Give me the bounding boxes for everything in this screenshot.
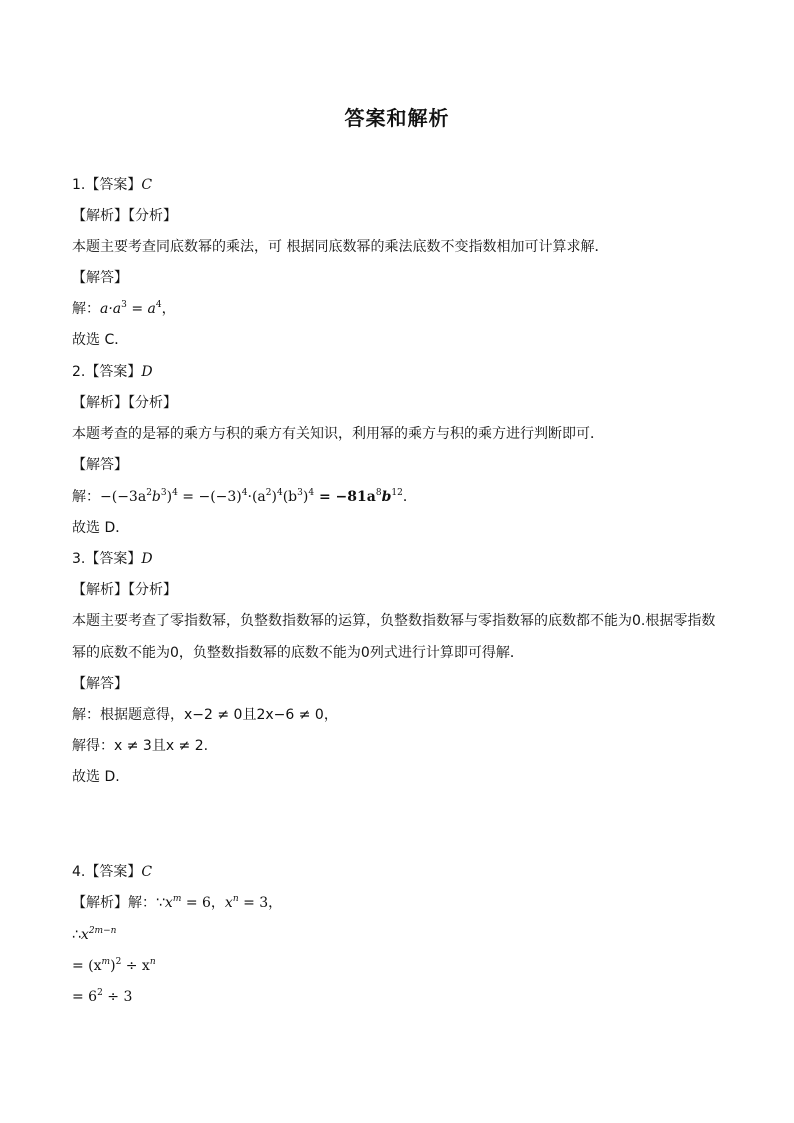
q1-analysis-text: 本题主要考查同底数幂的乘法，可 根据同底数幂的乘法底数不变指数相加可计算求解． — [72, 239, 609, 255]
answer-value: D — [141, 364, 153, 380]
answer-value: C — [141, 864, 153, 880]
q3-analysis-label: 【解析】【分析】 — [72, 582, 177, 598]
answer-label: 4.【答案】 — [72, 864, 142, 880]
q1-conclusion: 故选 C． — [72, 332, 129, 348]
q3-analysis-text-1: 本题主要考查了零指数幂，负整数指数幂的运算，负整数指数幂与零指数幂的底数都不能为0.根据零指数 — [72, 613, 716, 629]
q4-answer — [72, 862, 152, 882]
q2-analysis-label: 【解析】【分析】 — [72, 395, 177, 411]
q4-analysis: 【解析】解：$\because x^m = 6$，$x^n = 3$， — [72, 894, 283, 911]
q4-step-2: = $6^2 \div 3$ — [72, 988, 133, 1005]
q1-solution-label: 【解答】 — [72, 270, 128, 286]
answer-value: C — [141, 177, 153, 193]
answer-value: D — [141, 551, 153, 567]
q1-solution: 解：$a\cdot a^3 = a^4$， — [72, 300, 176, 317]
q2-analysis-text: 本题考查的是幂的乘方与积的乘方有关知识，利用幂的乘方与积的乘方进行判断即可． — [72, 426, 604, 442]
q2-conclusion: 故选 D． — [72, 520, 130, 536]
q1-analysis-label: 【解析】【分析】 — [72, 208, 177, 224]
q3-answer — [72, 549, 153, 569]
q3-solution-line-1: 解：根据题意得，x−2 ≠ 0且2x−6 ≠ 0， — [72, 707, 338, 723]
q1-answer — [72, 175, 152, 195]
answer-label: 1.【答案】 — [72, 177, 142, 193]
q3-analysis-text-2: 幂的底数不能为0，负整数指数幂的底数不能为0列式进行计算即可得解． — [72, 645, 524, 661]
answer-label: 2.【答案】 — [72, 364, 142, 380]
q4-step-1: = $(x^m)^2 \div x^n$ — [72, 957, 156, 974]
q3-solution-label: 【解答】 — [72, 676, 128, 692]
q2-answer — [72, 362, 153, 382]
q3-solution-line-2: 解得：x ≠ 3且x ≠ 2. — [72, 738, 209, 754]
q4-therefore: $\therefore x^{2m-n}$ — [72, 926, 117, 943]
answer-label: 3.【答案】 — [72, 551, 142, 567]
q3-conclusion: 故选 D. — [72, 769, 120, 785]
q2-solution: 解：$-(-3a^2b^3)^4 = -(-3)^4\cdot(a^2)^4(b^3)^4 = -81a^8b^{12}$． — [72, 488, 417, 505]
q2-solution-label: 【解答】 — [72, 457, 128, 473]
page-title: 答案和解析 — [344, 106, 450, 130]
